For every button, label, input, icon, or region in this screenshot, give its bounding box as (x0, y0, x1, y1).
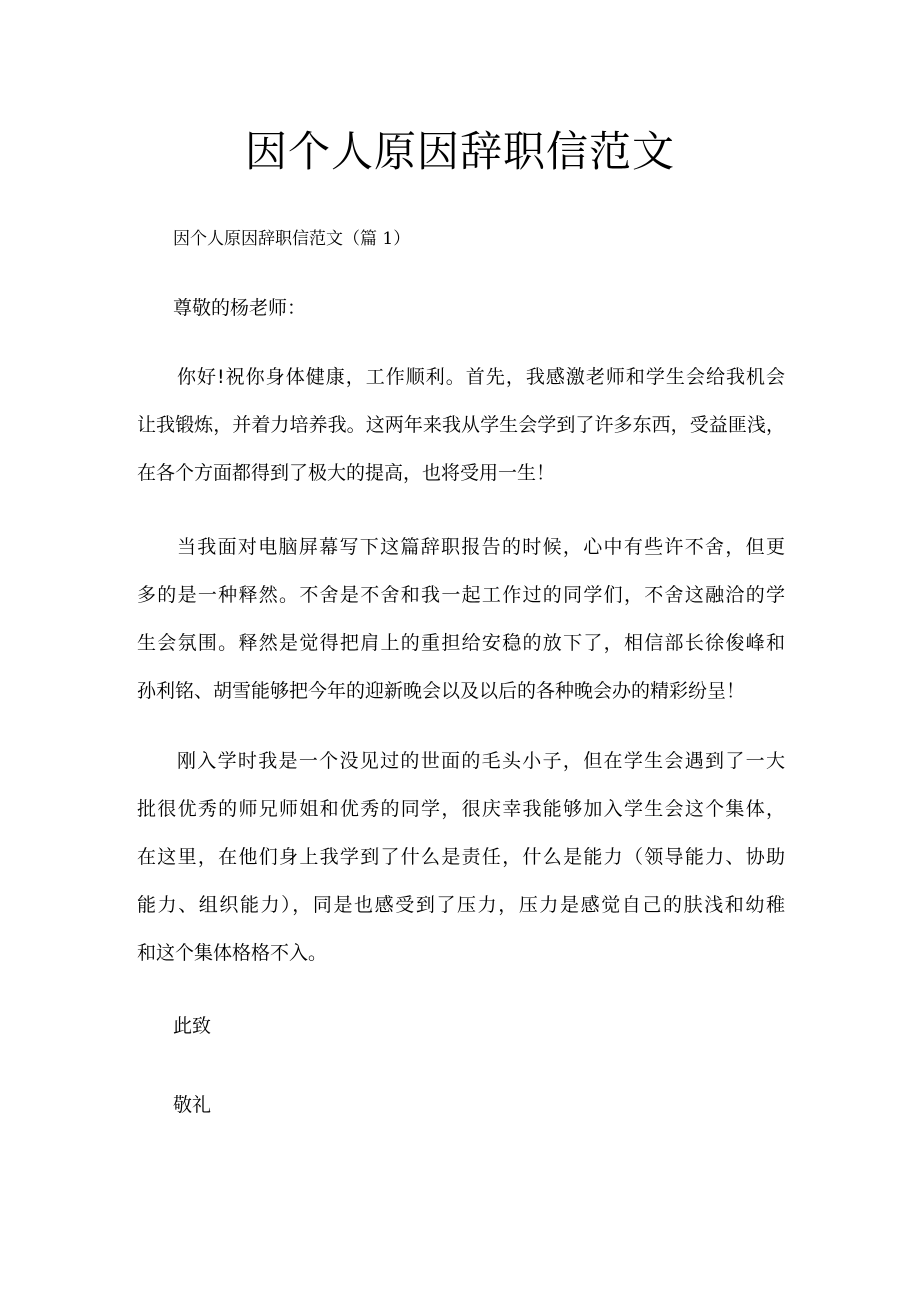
document-subtitle: 因个人原因辞职信范文（篇 1） (173, 229, 411, 249)
paragraph-3-line-1: 刚入学时我是一个没见过的世面的毛头小子，但在学生会遇到了一大 (177, 750, 785, 772)
closing-line-2: 敬礼 (173, 1094, 212, 1116)
paragraph-3-line-2: 批很优秀的师兄师姐和优秀的同学，很庆幸我能够加入学生会这个集体， (137, 798, 785, 820)
paragraph-2-line-2: 多的是一种释然。不舍是不舍和我一起工作过的同学们，不舍这融洽的学 (137, 584, 785, 606)
closing-line-1: 此致 (173, 1015, 212, 1037)
paragraph-2-line-3: 生会氛围。释然是觉得把肩上的重担给安稳的放下了，相信部长徐俊峰和 (137, 632, 785, 654)
paragraph-3-line-4: 能力、组织能力），同是也感受到了压力，压力是感觉自己的肤浅和幼稚 (137, 894, 785, 916)
paragraph-1-line-3: 在各个方面都得到了极大的提高，也将受用一生！ (137, 462, 556, 484)
paragraph-2-line-1: 当我面对电脑屏幕写下这篇辞职报告的时候，心中有些许不舍，但更 (177, 536, 785, 558)
paragraph-3-line-5: 和这个集体格格不入。 (137, 942, 328, 964)
paragraph-1-line-2: 让我锻炼，并着力培养我。这两年来我从学生会学到了许多东西，受益匪浅， (137, 414, 785, 436)
paragraph-3-line-3: 在这里，在他们身上我学到了什么是责任，什么是能力（领导能力、协助 (137, 846, 785, 868)
salutation: 尊敬的杨老师： (173, 297, 307, 319)
document-title: 因个人原因辞职信范文 (244, 127, 675, 176)
paragraph-2-line-4: 孙利铭、胡雪能够把今年的迎新晚会以及以后的各种晚会办的精彩纷呈！ (137, 680, 746, 702)
paragraph-1-line-1: 你好!祝你身体健康，工作顺利。首先，我感激老师和学生会给我机会 (177, 366, 785, 388)
